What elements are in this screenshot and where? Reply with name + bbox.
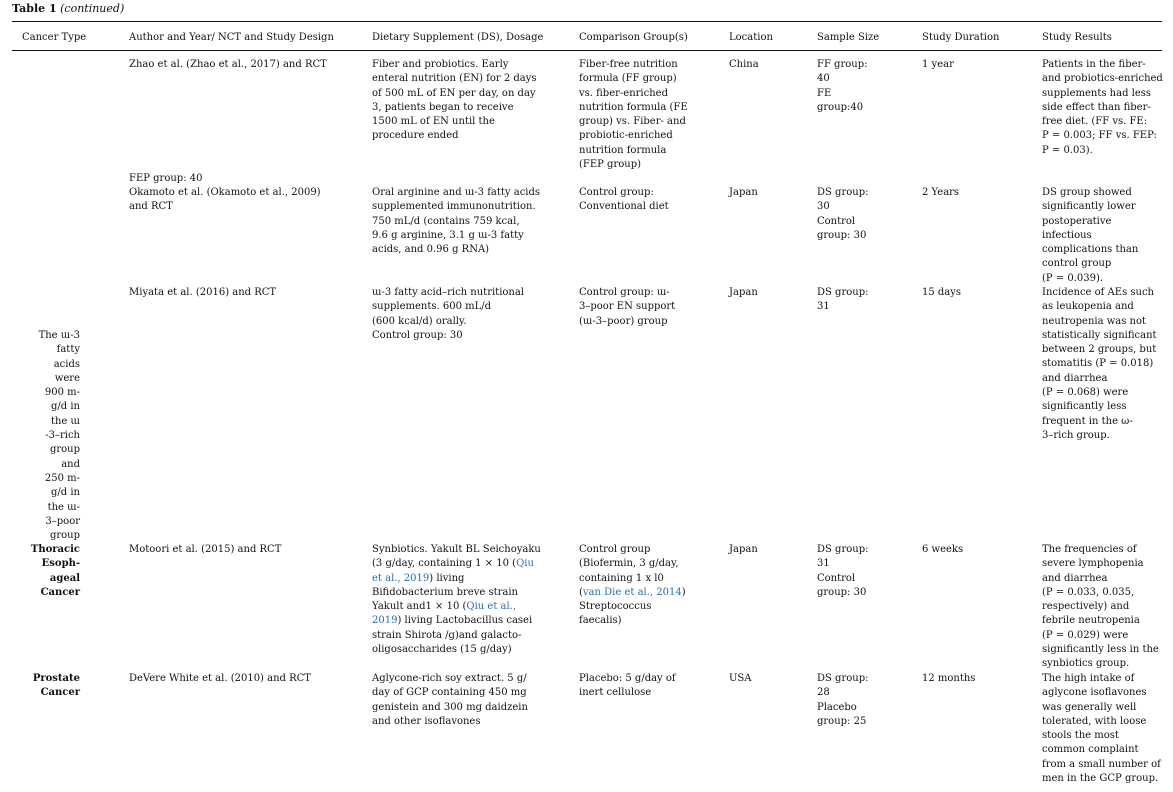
- okamoto-location: Japan: [729, 187, 758, 198]
- motoori-comparison-text-2: ) Streptococcus faecalis): [579, 586, 686, 627]
- devere-location: USA: [729, 673, 752, 684]
- okamoto-duration: 2 Years: [922, 187, 960, 198]
- header-sample-size: Sample Size: [817, 32, 880, 43]
- miyata-supplement: ɯ-3 fatty acid–rich nutritional supplements. 600 mL/d (600 kcal/d) orally. Control group: 30: [372, 287, 525, 341]
- motoori-cancer-type: Thoracic Esoph- ageal Cancer: [30, 544, 80, 598]
- motoori-comparison-text-1: Control group (Biofermin, 3 g/day, containing 1 x l0 (: [579, 544, 679, 598]
- motoori-supplement-text-2: ) living Bifidobacterium breve strain Yakult and1 × 10 (: [372, 572, 518, 613]
- motoori-supplement-text-3: ) living Lactobacillus casei strain Shirota /g)and galacto- oligosaccharides (15 g/day): [372, 615, 533, 656]
- top-rule: [12, 21, 1162, 22]
- header-rule: [12, 50, 1162, 51]
- motoori-supplement: [372, 543, 552, 657]
- motoori-comparison: [579, 543, 699, 629]
- motoori-sample: DS group: 31 Control group: 30: [817, 544, 869, 598]
- zhao-author: Zhao et al. (Zhao et al., 2017) and RCT: [129, 59, 327, 70]
- zhao-comparison: Fiber-free nutrition formula (FF group) vs. fiber-enriched nutrition formula (FE group) vs. Fiber- and probiotic-enriched nutrition formula (FEP group): [579, 59, 688, 171]
- header-comparison: Comparison Group(s): [579, 32, 688, 43]
- motoori-location: Japan: [729, 544, 758, 555]
- zhao-sample: FF group: 40 FE group:40: [817, 59, 868, 113]
- zhao-overflow: FEP group: 40: [129, 173, 203, 184]
- citation-link-qiu-2019-b[interactable]: Qiu et al., 2019: [372, 601, 517, 627]
- motoori-duration: 6 weeks: [922, 544, 964, 555]
- header-cancer-type: Cancer Type: [22, 32, 87, 43]
- table-label: Table 1: [12, 2, 57, 15]
- devere-comparison: Placebo: 5 g/day of inert cellulose: [579, 673, 676, 699]
- miyata-side-note: The ɯ-3 fatty acids were 900 m- g/d in the ɯ -3–rich group and 250 m- g/d in the ɯ- 3–poor group: [38, 330, 80, 542]
- header-results: Study Results: [1042, 32, 1112, 43]
- zhao-duration: 1 year: [922, 59, 954, 70]
- miyata-comparison: Control group: ɯ- 3–poor EN support (ɯ-3–poor) group: [579, 287, 676, 327]
- citation-link-qiu-2019-a-cont[interactable]: et al., 2019: [372, 572, 430, 584]
- zhao-results: Patients in the fiber- and probiotics-enriched supplements had less side effect than fiber- free diet. (FF vs. FE: P = 0.003; FF vs. FEP: P = 0.03).: [1042, 59, 1163, 156]
- devere-sample: DS group: 28 Placebo group: 25: [817, 673, 869, 727]
- devere-cancer-type: Prostate Cancer: [32, 673, 80, 699]
- header-location: Location: [729, 32, 773, 43]
- devere-results: The high intake of aglycone isoflavones was generally well tolerated, with loose stools the most common complaint from a small number of men in the GCP group.: [1042, 673, 1161, 785]
- citation-link-van-die-2014[interactable]: van Die et al., 2014: [582, 586, 682, 598]
- table-caption: [12, 2, 124, 16]
- devere-supplement: Aglycone-rich soy extract. 5 g/ day of GCP containing 450 mg genistein and 300 mg daidzein and other isoflavones: [372, 673, 528, 727]
- zhao-location: China: [729, 59, 759, 70]
- header-author: Author and Year/ NCT and Study Design: [129, 32, 334, 43]
- miyata-location: Japan: [729, 287, 758, 298]
- miyata-duration: 15 days: [922, 287, 962, 298]
- miyata-author: Miyata et al. (2016) and RCT: [129, 287, 277, 298]
- devere-author: DeVere White et al. (2010) and RCT: [129, 673, 311, 684]
- okamoto-supplement: Oral arginine and ɯ-3 fatty acids supplemented immunonutrition. 750 mL/d (contains 759 kcal, 9.6 g arginine, 3.1 g ɯ-3 fatty acids, and 0.96 g RNA): [372, 187, 541, 256]
- citation-link-qiu-2019-a[interactable]: Qiu: [516, 558, 534, 570]
- okamoto-comparison: Control group: Conventional diet: [579, 187, 669, 213]
- okamoto-results: DS group showed significantly lower postoperative infectious complications than control group (P = 0.039).: [1042, 187, 1139, 284]
- okamoto-sample: DS group: 30 Control group: 30: [817, 187, 869, 241]
- motoori-results: The frequencies of severe lymphopenia and diarrhea (P = 0.033, 0.035, respectively) and febrile neutropenia (P = 0.029) were significantly less in the synbiotics group.: [1042, 544, 1159, 670]
- miyata-results: Incidence of AEs such as leukopenia and neutropenia was not statistically significant between 2 groups, but stomatitis (P = 0.018) and diarrhea (P = 0.068) were significantly less frequent in the ω- 3–rich group.: [1042, 287, 1157, 441]
- okamoto-author: Okamoto et al. (Okamoto et al., 2009) and RCT: [129, 187, 321, 213]
- table-caption-suffix: (continued): [60, 2, 125, 15]
- devere-duration: 12 months: [922, 673, 976, 684]
- motoori-author: Motoori et al. (2015) and RCT: [129, 544, 282, 555]
- miyata-sample: DS group: 31: [817, 287, 869, 313]
- motoori-supplement-text-1: Synbiotics. Yakult BL Seichoyaku (3 g/day, containing 1 × 10 (: [372, 544, 541, 570]
- header-duration: Study Duration: [922, 32, 1000, 43]
- zhao-supplement: Fiber and probiotics. Early enteral nutrition (EN) for 2 days of 500 mL of EN per day, on day 3, patients began to receive 1500 mL of EN until the procedure ended: [372, 59, 537, 142]
- header-supplement: Dietary Supplement (DS), Dosage: [372, 32, 544, 43]
